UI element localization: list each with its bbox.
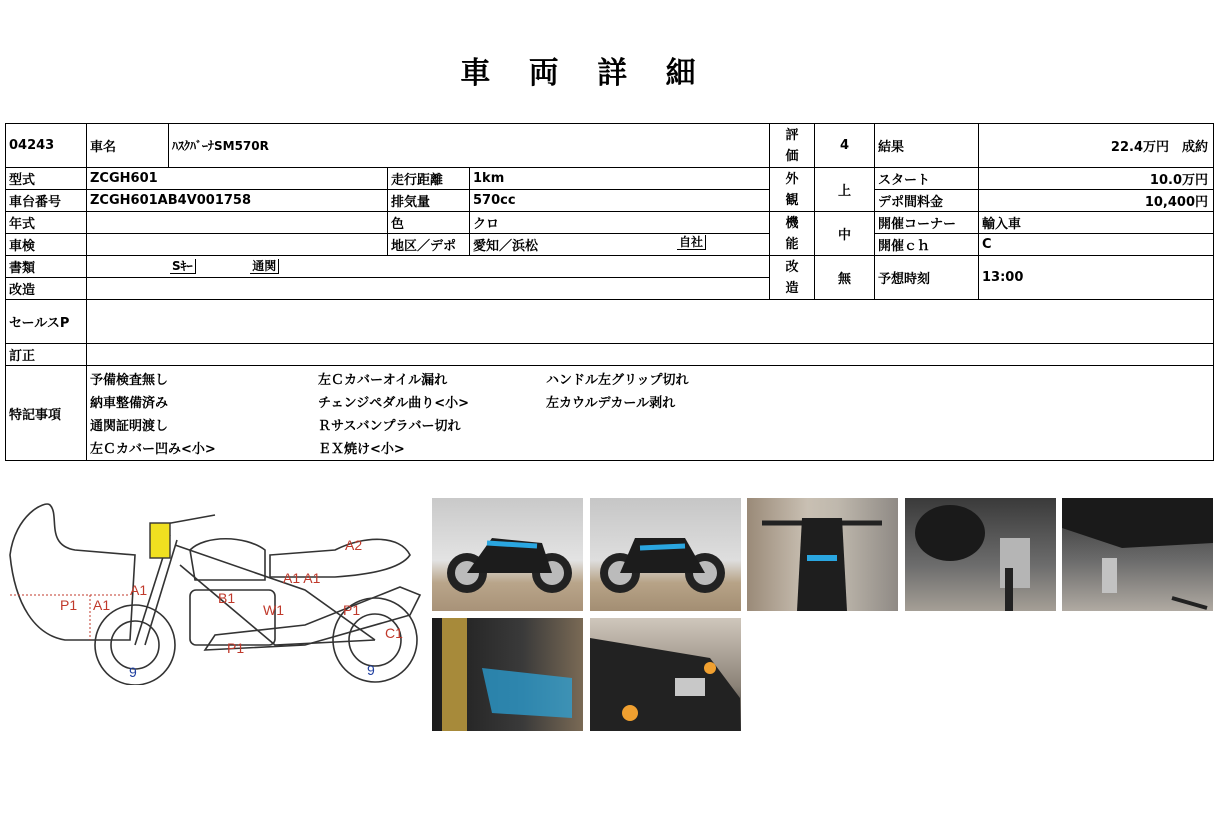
damage-diagram	[5, 495, 430, 685]
mark-a1a1: A1 A1	[283, 570, 321, 586]
photo-front-detail[interactable]	[432, 618, 583, 731]
note-item: 通関証明渡し	[90, 419, 169, 434]
year-label: 年式	[6, 212, 87, 234]
note-item: Ｒサスバンプラバー切れ	[318, 419, 461, 434]
color-value: クロ	[470, 212, 770, 234]
fairing-outline	[10, 504, 135, 640]
correction-value	[87, 344, 1214, 366]
exterior-value: 上	[815, 168, 875, 212]
mark-b1: B1	[218, 590, 236, 606]
docs-badge-smartkey: Sｷｰ	[170, 259, 196, 274]
mark-p1-bottom: P1	[227, 640, 245, 656]
notes-grid	[90, 366, 1210, 460]
note-item: 左Ｃカバー凹み<小>	[90, 442, 216, 457]
mark-p1-right: P1	[343, 602, 361, 618]
vehicle-detail-table	[5, 123, 1214, 461]
frame-value: ZCGH601AB4V001758	[87, 190, 388, 212]
engine-photo-icon	[905, 498, 1056, 611]
car-name-value: ﾊｽｸﾊﾞｰﾅSM570R	[169, 124, 770, 168]
photo-cockpit[interactable]	[747, 498, 898, 611]
photo-left-side[interactable]	[590, 498, 741, 611]
depot-fee-value: 10,400円	[979, 190, 1214, 212]
modification-flag-label: 改 造	[770, 256, 815, 300]
page-title: 車 両 詳 細	[460, 56, 710, 91]
note-item: チェンジペダル曲り<小>	[318, 396, 470, 411]
rating-label: 評 価	[770, 124, 815, 168]
lot-number: 04243	[6, 124, 87, 168]
self-badge: 自社	[677, 235, 706, 250]
fork-photo-icon	[432, 618, 583, 731]
mark-a2: A2	[345, 537, 363, 553]
mark-9-rear: 9	[367, 662, 375, 678]
handlebar-photo-icon	[747, 498, 898, 611]
fuel-tank	[190, 539, 265, 580]
photo-right-side[interactable]	[432, 498, 583, 611]
start-label: スタート	[875, 168, 979, 190]
correction-label: 訂正	[6, 344, 87, 366]
start-value: 10.0万円	[979, 168, 1214, 190]
displacement-value: 570cc	[470, 190, 770, 212]
modification-flag-value: 無	[815, 256, 875, 300]
docs-badge-customs: 通関	[250, 259, 279, 274]
photo-rear-fender[interactable]	[590, 618, 741, 731]
displacement-label: 排気量	[388, 190, 470, 212]
mileage-label: 走行距離	[388, 168, 470, 190]
mark-w1: W1	[263, 602, 284, 618]
exterior-label: 外 観	[770, 168, 815, 212]
docs-cell	[87, 256, 770, 278]
note-item: ＥＸ焼け<小>	[318, 442, 405, 457]
corner-label: 開催コーナー	[875, 212, 979, 234]
depot-fee-label: デポ間料金	[875, 190, 979, 212]
time-value: 13:00	[979, 256, 1214, 300]
note-item: 左カウルデカール剥れ	[546, 396, 676, 411]
photo-shift-pedal[interactable]	[1062, 498, 1213, 611]
notes-label: 特記事項	[6, 366, 87, 461]
result-value: 22.4万円 成約	[979, 124, 1214, 168]
region-cell	[470, 234, 770, 256]
notes-cell	[87, 366, 1214, 461]
mark-p1-left: P1	[60, 597, 78, 613]
mark-a1-left: A1	[93, 597, 111, 613]
region-label: 地区／デポ	[388, 234, 470, 256]
mark-c1: C1	[385, 625, 403, 641]
frame-label: 車台番号	[6, 190, 87, 212]
region-value: 愛知／浜松	[473, 239, 539, 254]
photo-engine-cover[interactable]	[905, 498, 1056, 611]
channel-label: 開催ｃｈ	[875, 234, 979, 256]
model-value: ZCGH601	[87, 168, 388, 190]
model-label: 型式	[6, 168, 87, 190]
note-item: 予備検査無し	[90, 373, 169, 388]
inspection-label: 車検	[6, 234, 87, 256]
inspection-value	[87, 234, 388, 256]
note-item: 納車整備済み	[90, 396, 169, 411]
note-item: ハンドル左グリップ切れ	[546, 373, 689, 388]
docs-label: 書類	[6, 256, 87, 278]
note-item	[546, 438, 774, 457]
mileage-value: 1km	[470, 168, 770, 190]
color-label: 色	[388, 212, 470, 234]
fender-photo-icon	[590, 618, 741, 731]
sales-point-value	[87, 300, 1214, 344]
corner-value: 輸入車	[979, 212, 1214, 234]
sales-point-label: セールスP	[6, 300, 87, 344]
note-item: 左Ｃカバーオイル漏れ	[318, 373, 448, 388]
pedal-photo-icon	[1062, 498, 1213, 611]
function-value: 中	[815, 212, 875, 256]
note-item	[546, 415, 774, 434]
rating-value: 4	[815, 124, 875, 168]
headlight-highlight	[150, 523, 170, 558]
modification-label: 改造	[6, 278, 87, 300]
mark-a1-top: A1	[130, 582, 148, 598]
motorcycle-photo-icon	[432, 498, 583, 611]
channel-value: C	[979, 234, 1214, 256]
result-label: 結果	[875, 124, 979, 168]
year-value	[87, 212, 388, 234]
modification-value	[87, 278, 770, 300]
motorcycle-photo-icon	[590, 498, 741, 611]
time-label: 予想時刻	[875, 256, 979, 300]
function-label: 機 能	[770, 212, 815, 256]
car-name-label: 車名	[87, 124, 169, 168]
mark-9-front: 9	[129, 664, 137, 680]
